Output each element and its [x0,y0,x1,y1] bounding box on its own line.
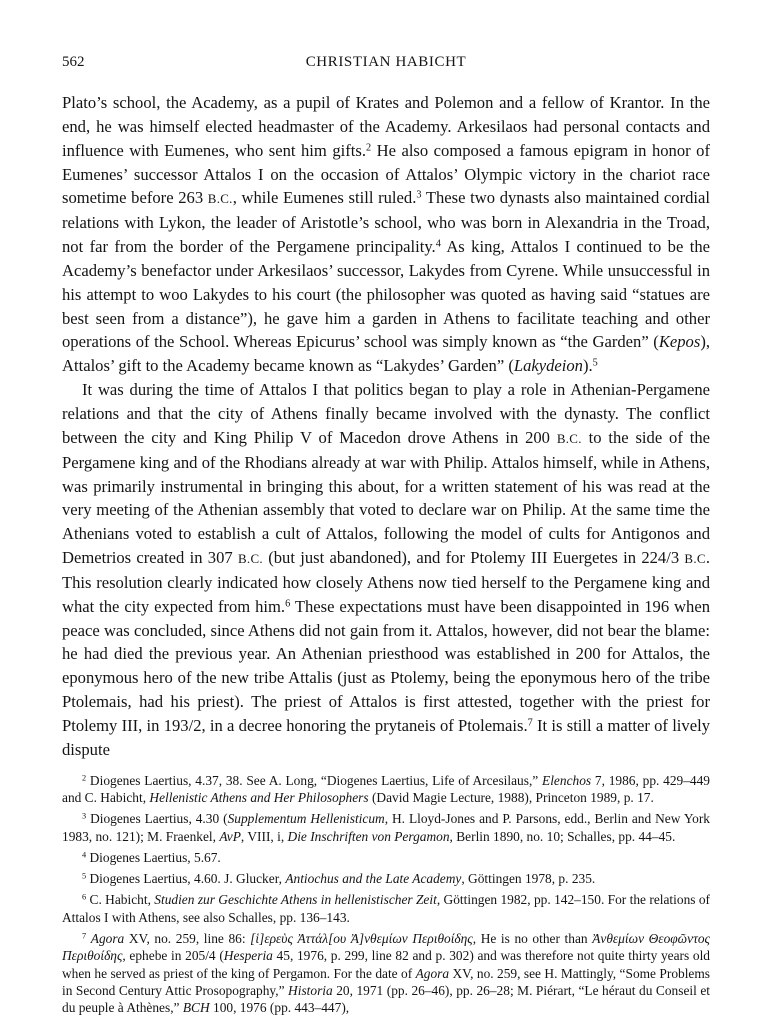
page [62,50,710,1020]
footnote-ref-4[interactable]: 4 [435,238,441,250]
paragraph-1: Plato’s school, the Academy, as a pupil of Krates and Polemon and a fellow of Krantor. In the end, he was himself elected headmaster of the Academy. Arkesilaos had personal contacts and influence with Eumenes, who sent him gifts.$^2$ He also composed a famous epigram in honor of Eumenes’ successor Attalos I on the occasion of Attalos’ Olympic victory in the chariot race sometime before 263 B.C., while Eumenes still ruled.$^3$ These two dynasts also maintained cordial relations with Lykon, the leader of Aristotle’s school, who was born in Alexandria in the Troad, not far from the border of the Pergamene principality.$^4$ As king, Attalos I continued to be the Academy’s benefactor under Arkesilaos’ successor, Lakydes from Cyrene. While unsuccessful in his attempt to woo Lakydes to his court (the philosopher was quoted as having said “statues are best seen from a distance”), he gave him a garden in Athens to facilitate teaching and other operations of the School. Whereas Epicurus’ school was simply known as “the Garden” (Kepos), Attalos’ gift to the Academy became known as “Lakydes’ Garden” (Lakydeion).$^5$ [62,93,710,376]
footnote-2: $^2$ Diogenes Laertius, 4.37, 38. See A. Long, “Diogenes Laertius, Life of Arcesilaus,” Elenchos 7, 1986, pp. 429–449 and C. Habicht, Hellenistic Athens and Her Philosophers (David Magie Lecture, 1988), Princeton 1989, p. 17. [62,772,710,805]
running-head: CHRISTIAN HABICHT [305,54,467,70]
page-header [62,50,710,76]
footnote-3: $^3$ Diogenes Laertius, 4.30 (Supplementum Hellenisticum, H. Lloyd-Jones and P. Parsons, edd., Berlin and New York 1983, no. 121); M. Fraenkel, AvP, VIII, i, Die Inschriften von Pergamon, Berlin 1890, no. 10; Schalles, pp. 44–45. [62,811,711,844]
footnote-4: $^4$ Diogenes Laertius, 5.67. [82,849,221,865]
footnote-5: $^5$ Diogenes Laertius, 4.60. J. Glucker, Antiochus and the Late Academy, Göttingen 1978, p. 235. [82,871,596,887]
footnote-7: $^7$ Agora XV, no. 259, line 86: [ἱ]ερεὺς Ἀττάλ[ου Ἀ]νθεμίων Περιθοίδης, He is no other than Ἀνθεμίων Θεοφῶντος Περιθοίδης, ephebe in 205/4 (Hesperia 45, 1976, p. 299, line 82 and p. 302) and was therefore not quite thirty years old when he served as priest of the king of Pergamon. For the date of Agora XV, no. 259, see H. Mattingly, “Some Problems in Second Century Attic Prosopography,” Historia 20, 1971 (pp. 26–46), pp. 26–28; M. Piérart, “Le héraut du Conseil et du peuple à Athènes,” BCH 100, 1976 (pp. 443–447), [62,931,711,1016]
footnote-ref-5[interactable]: 5 [592,357,598,369]
paragraph-2: It was during the time of Attalos I that politics began to play a role in Athenian-Pergamene relations and that the city of Athens finally became involved with the dynasty. The conflict between the city and King Philip V of Macedon drove Athens in 200 B.C. to the side of the Pergamene king and of the Rhodians already at war with Philip. Attalos himself, while in Athens, was primarily instrumental in bringing this about, for a written statement of his was read at the very meeting of the Athenian assembly that voted to declare war on Philip. At the same time the Athenians voted to establish a cult of Attalos, following the model of cults for Antigonos and Demetrios created in 307 B.C. (but just abandoned), and for Ptolemy III Euergetes in 224/3 B.C. This resolution clearly indicated how closely Athens now tied herself to the Pergamene king and what the city expected from him.$^6$ These expectations must have been disappointed in 196 when peace was concluded, since Athens did not gain from it. Attalos, however, did not bear the blame: he had died the previous year. An Athenian priesthood was established in 200 for Attalos, the eponymous hero of the new tribe Attalis (just as Ptolemy, being the eponymous hero of the tribe Ptolemais, had his priest). The priest of Attalos is first attested, together with the priest for Ptolemy III, in 193/2, in a decree honoring the prytaneis of Ptolemais.$^7$ It is still a matter of lively dispute [62,380,710,759]
footnote-6: $^6$ C. Habicht, Studien zur Geschichte Athens in hellenistischer Zeit, Göttingen 1982, pp. 142–150. For the relations of Attalos I with Athens, see also Schalles, pp. 136–143. [62,892,710,925]
body-text [62,91,710,762]
footnote-ref-7[interactable]: 7 [527,717,533,729]
footnote-ref-3[interactable]: 3 [416,189,422,201]
page-number: 562 [62,54,85,70]
footnotes [62,772,710,1017]
footnote-ref-2[interactable]: 2 [365,142,372,154]
footnote-ref-6[interactable]: 6 [285,598,291,610]
